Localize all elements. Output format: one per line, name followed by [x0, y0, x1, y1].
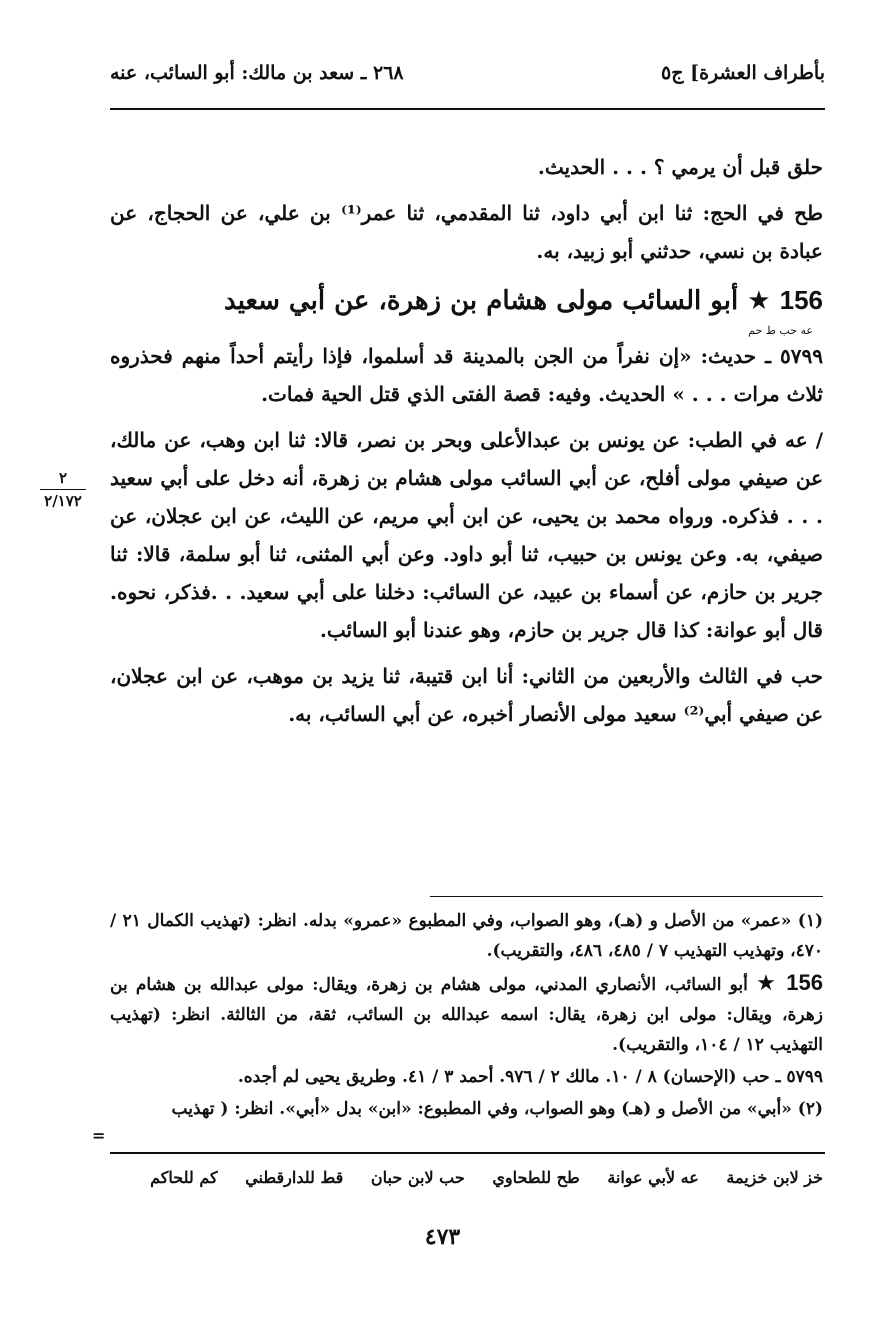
- abbrev-item: قط للدارقطني: [245, 1168, 344, 1187]
- footnotes: [110, 906, 823, 1126]
- hadith-entry: [110, 325, 823, 413]
- footnote-narrator-number: 156: [786, 970, 823, 995]
- abbrev-rule: [110, 1152, 825, 1154]
- marginal-reference: [32, 468, 94, 511]
- text-line: حلق قبل أن يرمي ؟ . . . الحديث.: [537, 155, 823, 179]
- abbrev-item: حب لابن حبان: [370, 1168, 465, 1187]
- source-sigla: عه حب ط حم: [748, 324, 813, 337]
- footnote-rule: [430, 896, 823, 897]
- paragraph-hb: حب في الثالث والأربعين من الثاني: أنا ابن قتيبة، ثنا يزيد بن موهب، عن ابن عجلان، عن صيفي أبي⁽²⁾ سعيد مولى الأنصار أخبره، عن أبي السائب، به.: [110, 664, 823, 726]
- header-book-title: بأطراف العشرة] ج٥: [661, 62, 825, 84]
- narrator-number: 156: [779, 285, 823, 315]
- marginal-bottom: ٢/١٧٢: [44, 492, 82, 510]
- abbrev-item: كم للحاكم: [150, 1168, 218, 1187]
- narrator-heading: [110, 278, 823, 323]
- star-icon: ★: [756, 971, 779, 996]
- header-section-title: ٢٦٨ ـ سعد بن مالك: أبو السائب، عنه: [110, 62, 404, 84]
- abbrev-item: طح للطحاوي: [492, 1168, 580, 1187]
- paragraph-ah: / عه في الطب: عن يونس بن عبدالأعلى وبحر بن نصر، قالا: ثنا ابن وهب، عن مالك، عن صيفي مولى أفلح، عن أبي السائب مولى هشام بن زهرة، أنه دخل على أبي سعيد . . . فذكره. ورواه محمد بن يحيى، عن ابن أبي مريم، عن الليث، عن ابن عجلان، عن صيفي، به. وعن يونس بن حبيب، ثنا أبو داود. وعن أبي المثنى، ثنا أبو سلمة، قالا: ثنا جرير بن حازم، عن أسماء بن عبيد، عن السائب: دخلنا على أبي سعيد. . .فذكر، نحوه. قال أبو عوانة: كذا قال جرير بن حازم، وهو عندنا أبو السائب.: [110, 428, 823, 642]
- footnote-2: (٢) «أبي» من الأصل و (هـ) وهو الصواب، وفي المطبوع: «ابن» بدل «أبي». انظر: ( تهذيب: [171, 1099, 823, 1119]
- abbrev-item: عه لأبي عوانة: [607, 1168, 699, 1187]
- narrator-name: أبو السائب مولى هشام بن زهرة، عن أبي سعيد: [224, 286, 739, 316]
- footnote-narrator-text: أبو السائب، الأنصاري المدني، مولى هشام بن زهرة، ويقال: مولى عبدالله بن هشام بن زهرة، ويقال: مولى ابن زهرة، يقال: اسمه عبدالله بن السائب، ثقة، من الثالثة. انظر: (تهذيب التهذيب ١٢ / ١٠٤، والتقريب).: [110, 975, 823, 1055]
- page-number: ٤٧٣: [424, 1224, 461, 1250]
- hadith-text: ٥٧٩٩ ـ حديث: «إن نفراً من الجن بالمدينة قد أسلموا، فإذا رأيتم أحداً منهم فحذروه ثلاث مرات . . . » الحديث. وفيه: قصة الفتى الذي قتل الحية فمات.: [110, 344, 823, 406]
- header-rule: [110, 108, 825, 110]
- footnote-1: (١) «عمر» من الأصل و (هـ)، وهو الصواب، وفي المطبوع «عمرو» بدله. انظر: (تهذيب الكمال ٢١ / ٤٧٠، وتهذيب التهذيب ٧ / ٤٨٥، ٤٨٦، والتقريب).: [110, 911, 823, 961]
- continuation-mark: =: [92, 1126, 106, 1145]
- star-icon: ★: [747, 286, 771, 316]
- abbreviation-key: [110, 1168, 823, 1187]
- footnote-5799: ٥٧٩٩ ـ حب (الإحسان) ٨ / ١٠. مالك ٢ / ٩٧٦. أحمد ٣ / ٤١. وطريق يحيى لم أجده.: [237, 1067, 823, 1087]
- paragraph-tah: طح في الحج: ثنا ابن أبي داود، ثنا المقدمي، ثنا عمر⁽¹⁾ بن علي، عن الحجاج، عن عبادة بن نسي، حدثني أبو زبيد، به.: [110, 201, 823, 263]
- marginal-top: ٢: [58, 469, 68, 487]
- main-text: [110, 148, 823, 741]
- running-header: [110, 62, 825, 98]
- abbrev-item: خز لابن خزيمة: [726, 1168, 823, 1187]
- footnote-narrator: [110, 968, 823, 1060]
- marginal-divider: [40, 489, 86, 490]
